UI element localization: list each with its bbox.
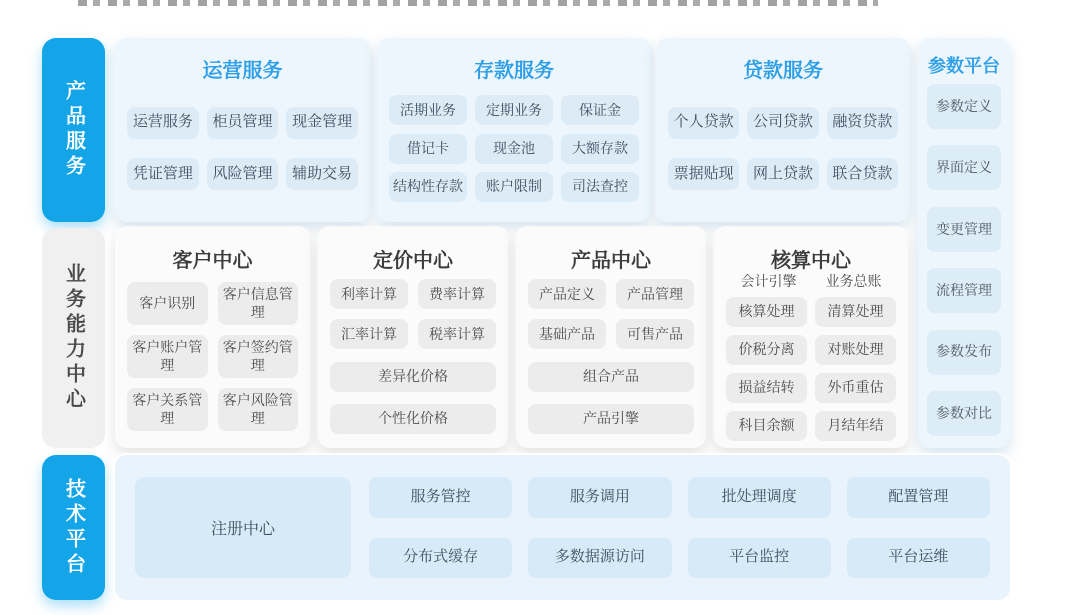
module-chip[interactable]: 柜员管理 bbox=[207, 107, 279, 139]
module-chip[interactable]: 参数发布 bbox=[927, 330, 1001, 375]
section-body bbox=[389, 87, 639, 210]
section-title: 存款服务 bbox=[474, 60, 554, 82]
module-chip[interactable]: 费率计算 bbox=[418, 279, 496, 309]
module-chip[interactable]: 分布式缓存 bbox=[369, 538, 512, 579]
section-product-center bbox=[516, 228, 706, 448]
section-title: 客户中心 bbox=[172, 250, 253, 272]
section-title: 参数平台 bbox=[928, 56, 1000, 76]
module-chip[interactable]: 组合产品 bbox=[528, 362, 694, 392]
section-title: 贷款服务 bbox=[743, 60, 823, 82]
section-body bbox=[127, 277, 298, 436]
module-chip[interactable]: 参数定义 bbox=[927, 84, 1001, 129]
section-title: 运营服务 bbox=[202, 60, 283, 82]
module-chip[interactable]: 外币重估 bbox=[815, 373, 896, 403]
module-chip[interactable]: 基础产品 bbox=[528, 319, 606, 349]
module-chip[interactable]: 客户签约管理 bbox=[218, 335, 299, 378]
module-chip[interactable]: 个人贷款 bbox=[668, 107, 739, 139]
module-chip[interactable]: 利率计算 bbox=[330, 279, 408, 309]
section-body bbox=[668, 87, 898, 210]
section-body bbox=[927, 84, 1001, 436]
module-chip[interactable]: 客户信息管理 bbox=[218, 282, 299, 325]
module-chip[interactable]: 核算处理 bbox=[726, 297, 807, 327]
accounting-subheaders bbox=[726, 271, 896, 291]
section-title: 核算中心 bbox=[771, 250, 851, 272]
module-chip[interactable]: 配置管理 bbox=[847, 477, 990, 518]
band-label-text: 技术平台 bbox=[62, 477, 85, 578]
module-chip[interactable]: 定期业务 bbox=[475, 95, 553, 125]
module-chip[interactable]: 界面定义 bbox=[927, 145, 1001, 190]
module-chip[interactable]: 客户关系管理 bbox=[127, 388, 208, 431]
band-label-text: 业务能力中心 bbox=[62, 263, 85, 413]
section-body bbox=[330, 277, 496, 436]
module-chip[interactable]: 司法查控 bbox=[561, 172, 639, 202]
module-chip[interactable]: 辅助交易 bbox=[286, 158, 358, 190]
module-chip[interactable]: 借记卡 bbox=[389, 134, 467, 164]
module-chip[interactable]: 差异化价格 bbox=[330, 362, 496, 392]
section-body bbox=[127, 87, 358, 210]
module-chip[interactable]: 清算处理 bbox=[815, 297, 896, 327]
module-chip[interactable]: 税率计算 bbox=[418, 319, 496, 349]
section-customer-center bbox=[115, 228, 310, 448]
band-label-business-capability bbox=[42, 228, 105, 448]
module-chip[interactable]: 现金池 bbox=[475, 134, 553, 164]
section-body bbox=[528, 277, 694, 436]
registry-center-box[interactable]: 注册中心 bbox=[135, 477, 351, 578]
module-chip[interactable]: 对账处理 bbox=[815, 335, 896, 365]
module-chip[interactable]: 票据贴现 bbox=[668, 158, 739, 190]
module-chip[interactable]: 公司贷款 bbox=[747, 107, 818, 139]
module-chip[interactable]: 月结年结 bbox=[815, 411, 896, 441]
module-chip[interactable]: 服务管控 bbox=[369, 477, 512, 518]
module-chip[interactable]: 可售产品 bbox=[616, 319, 694, 349]
subheader-accounting-engine: 会计引擎 bbox=[740, 273, 797, 289]
tech-grid bbox=[369, 477, 990, 578]
module-chip[interactable]: 保证金 bbox=[561, 95, 639, 125]
section-tech-platform bbox=[115, 455, 1010, 600]
module-chip[interactable]: 损益结转 bbox=[726, 373, 807, 403]
section-operations-services bbox=[115, 38, 370, 222]
module-chip[interactable]: 产品定义 bbox=[528, 279, 606, 309]
module-chip[interactable]: 参数对比 bbox=[927, 391, 1001, 436]
band-label-product-services bbox=[42, 38, 105, 222]
band-label-tech-platform bbox=[42, 455, 105, 600]
module-chip[interactable]: 个性化价格 bbox=[330, 404, 496, 434]
module-chip[interactable]: 科目余额 bbox=[726, 411, 807, 441]
module-chip[interactable]: 产品引擎 bbox=[528, 404, 694, 434]
module-chip[interactable]: 客户识别 bbox=[127, 282, 208, 325]
module-chip[interactable]: 产品管理 bbox=[616, 279, 694, 309]
module-chip[interactable]: 平台监控 bbox=[688, 538, 831, 579]
band-label-text: 产品服务 bbox=[62, 80, 85, 180]
module-chip[interactable]: 客户风险管理 bbox=[218, 388, 299, 431]
module-chip[interactable]: 大额存款 bbox=[561, 134, 639, 164]
module-chip[interactable]: 汇率计算 bbox=[330, 319, 408, 349]
module-chip[interactable]: 运营服务 bbox=[127, 107, 199, 139]
module-chip[interactable]: 批处理调度 bbox=[688, 477, 831, 518]
module-chip[interactable]: 变更管理 bbox=[927, 207, 1001, 252]
module-chip[interactable]: 现金管理 bbox=[286, 107, 358, 139]
module-chip[interactable]: 价税分离 bbox=[726, 335, 807, 365]
section-accounting-center bbox=[714, 228, 908, 448]
subheader-business-ledger: 业务总账 bbox=[825, 273, 882, 289]
module-chip[interactable]: 网上贷款 bbox=[747, 158, 818, 190]
module-chip[interactable]: 流程管理 bbox=[927, 268, 1001, 313]
module-chip[interactable]: 服务调用 bbox=[528, 477, 671, 518]
module-chip[interactable]: 活期业务 bbox=[389, 95, 467, 125]
section-deposit-services bbox=[377, 38, 651, 222]
section-body bbox=[726, 297, 896, 441]
module-chip[interactable]: 融资贷款 bbox=[827, 107, 898, 139]
section-pricing-center bbox=[318, 228, 508, 448]
section-title: 产品中心 bbox=[571, 250, 651, 272]
section-title: 定价中心 bbox=[373, 250, 453, 272]
module-chip[interactable]: 联合贷款 bbox=[827, 158, 898, 190]
module-chip[interactable]: 凭证管理 bbox=[127, 158, 199, 190]
section-loan-services bbox=[656, 38, 910, 222]
module-chip[interactable]: 结构性存款 bbox=[389, 172, 467, 202]
module-chip[interactable]: 多数据源访问 bbox=[528, 538, 671, 579]
module-chip[interactable]: 风险管理 bbox=[207, 158, 279, 190]
section-parameter-platform bbox=[918, 38, 1010, 448]
module-chip[interactable]: 客户账户管理 bbox=[127, 335, 208, 378]
clipped-caption-text bbox=[78, 0, 878, 6]
module-chip[interactable]: 平台运维 bbox=[847, 538, 990, 579]
module-chip[interactable]: 账户限制 bbox=[475, 172, 553, 202]
